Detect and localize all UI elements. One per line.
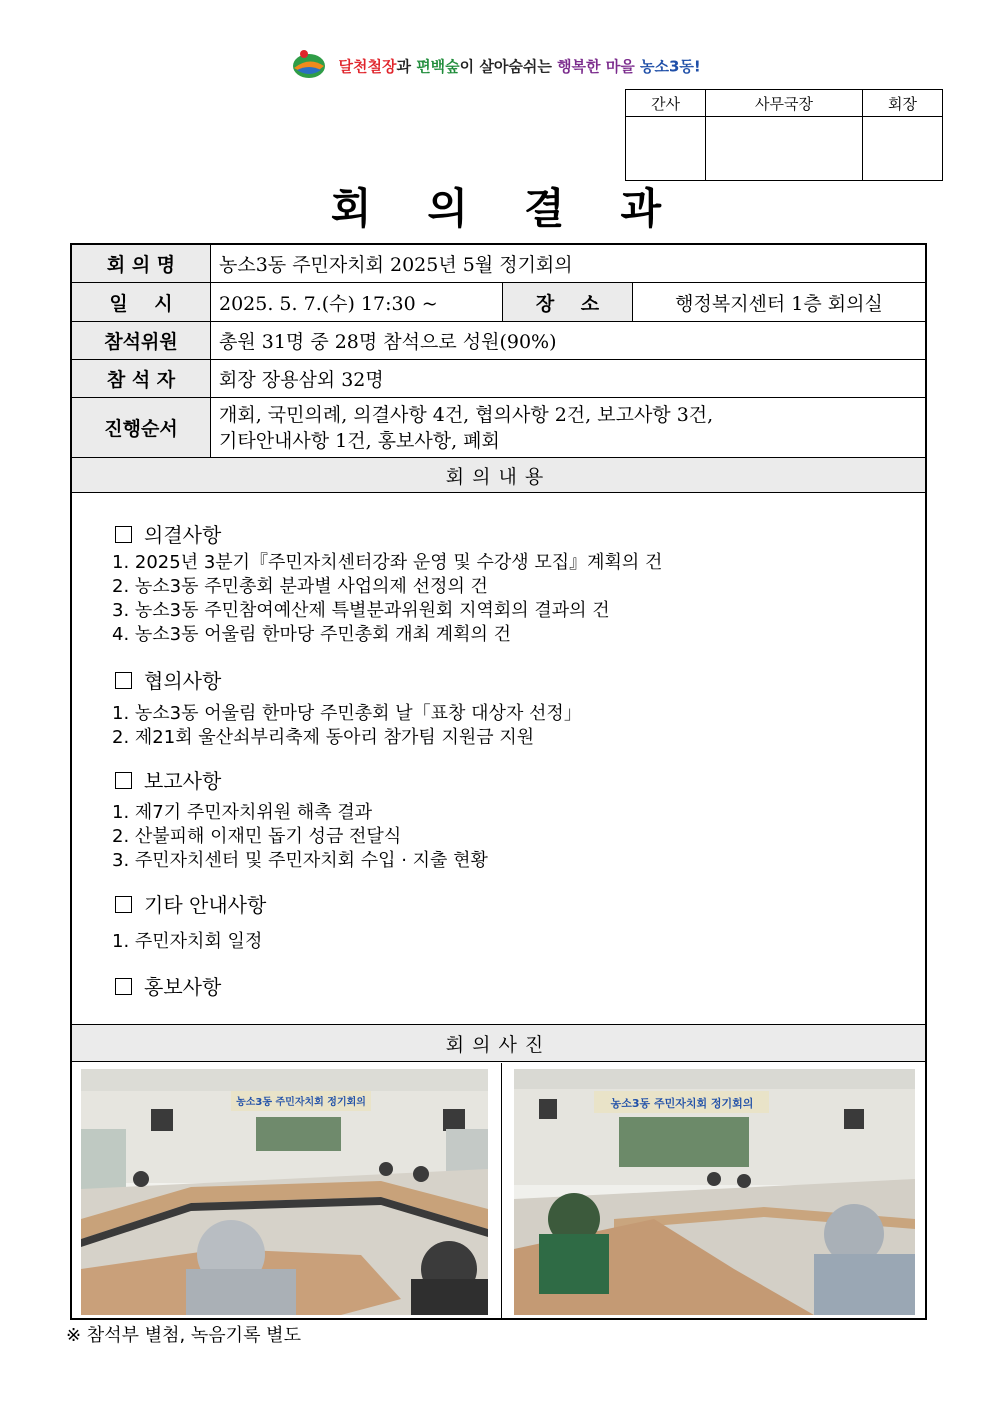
approval-table xyxy=(625,89,943,181)
attendee-value: 회장 장용삼외 32명 xyxy=(219,369,384,391)
checkbox-icon xyxy=(115,896,132,913)
list-item: 2. 농소3동 주민총회 분과별 사업의제 선정의 건 xyxy=(112,576,488,597)
approval-header-director: 사무국장 xyxy=(705,90,862,117)
list-item: 3. 농소3동 주민참여예산제 특별분과위원회 지역회의 결과의 건 xyxy=(112,600,610,621)
photo-banner-right: 농소3동 주민자치회 정기회의 xyxy=(610,1097,754,1110)
meeting-name-value: 농소3동 주민자치회 2025년 5월 정기회의 xyxy=(219,254,573,276)
slogan-part-6: 농소3동! xyxy=(639,57,701,76)
footnote: ※ 참석부 별첨, 녹음기록 별도 xyxy=(66,1325,301,1346)
slogan-part-4: 이 살아숨쉬는 xyxy=(459,57,558,76)
approval-sign-chairman[interactable] xyxy=(863,117,943,181)
agenda-order-line-1: 개회, 국민의례, 의결사항 4건, 협의사항 2건, 보고사항 3건, xyxy=(219,403,714,426)
list-item: 1. 주민자치회 일정 xyxy=(112,931,263,952)
section-promotion xyxy=(115,971,221,1000)
place-value: 행정복지센터 1층 회의실 xyxy=(675,292,883,315)
section-other-notices xyxy=(115,889,266,918)
section-title: 기타 안내사항 xyxy=(144,893,267,917)
slogan-part-5: 행복한 마을 xyxy=(557,57,640,76)
quorum-value: 총원 31명 중 28명 참석으로 성원(90%) xyxy=(219,331,557,353)
datetime-row xyxy=(72,283,925,322)
agenda-order-label: 진행순서 xyxy=(72,398,211,457)
place-label: 장 소 xyxy=(502,283,633,321)
section-resolutions xyxy=(115,519,221,548)
agenda-order-line-2: 기타안내사항 1건, 홍보사항, 폐회 xyxy=(219,429,500,452)
section-title: 의결사항 xyxy=(144,523,222,547)
agenda-order-row xyxy=(72,398,925,458)
section-title: 보고사항 xyxy=(144,769,222,793)
slogan-part-3: 편백숲 xyxy=(416,57,460,76)
photo-divider xyxy=(501,1063,502,1320)
section-consultations xyxy=(115,665,221,694)
photo-banner-left: 농소3동 주민자치회 정기회의 xyxy=(236,1097,366,1108)
checkbox-icon xyxy=(115,772,132,789)
section-title: 홍보사항 xyxy=(144,975,222,999)
slogan-header xyxy=(0,48,992,84)
meeting-content xyxy=(72,493,925,1025)
section-reports xyxy=(115,765,221,794)
datetime-label: 일 시 xyxy=(72,283,211,321)
photo-band: 회의사진 xyxy=(72,1025,925,1062)
meeting-photo-left xyxy=(81,1069,488,1315)
datetime-value: 2025. 5. 7.(수) 17:30 ~ xyxy=(219,292,438,315)
slogan-part-2: 과 xyxy=(396,57,417,76)
agenda-order-value xyxy=(219,398,713,457)
meeting-name-label: 회 의 명 xyxy=(72,245,211,282)
document-title: 회의결과 xyxy=(330,184,718,233)
list-item: 2. 산불피해 이재민 돕기 성금 전달식 xyxy=(112,826,402,847)
quorum-label: 참석위원 xyxy=(72,322,211,359)
checkbox-icon xyxy=(115,526,132,543)
attendee-row xyxy=(72,360,925,398)
slogan-part-1: 달천철장 xyxy=(338,57,397,76)
list-item: 1. 2025년 3분기『주민자치센터강좌 운영 및 수강생 모집』계획의 건 xyxy=(112,552,663,573)
meeting-photo-right xyxy=(514,1069,915,1315)
approval-header-secretary: 간사 xyxy=(626,90,706,117)
list-item: 4. 농소3동 어울림 한마당 주민총회 개최 계획의 건 xyxy=(112,624,512,645)
section-title: 협의사항 xyxy=(144,669,222,693)
approval-sign-secretary[interactable] xyxy=(626,117,706,181)
list-item: 1. 제7기 주민자치위원 해촉 결과 xyxy=(112,802,373,823)
checkbox-icon xyxy=(115,978,132,995)
village-logo-icon xyxy=(291,48,327,84)
content-band: 회의내용 xyxy=(72,458,925,493)
approval-sign-director[interactable] xyxy=(705,117,862,181)
meeting-name-row xyxy=(72,245,925,283)
approval-header-chairman: 회장 xyxy=(863,90,943,117)
checkbox-icon xyxy=(115,672,132,689)
list-item: 1. 농소3동 어울림 한마당 주민총회 날「표창 대상자 선정」 xyxy=(112,703,582,724)
list-item: 2. 제21회 울산쇠부리축제 동아리 참가팀 지원금 지원 xyxy=(112,727,535,748)
quorum-row xyxy=(72,322,925,360)
minutes-frame xyxy=(70,243,927,1320)
list-item: 3. 주민자치센터 및 주민자치회 수입 · 지출 현황 xyxy=(112,850,488,871)
attendee-label: 참 석 자 xyxy=(72,360,211,397)
meeting-photos xyxy=(72,1063,925,1320)
